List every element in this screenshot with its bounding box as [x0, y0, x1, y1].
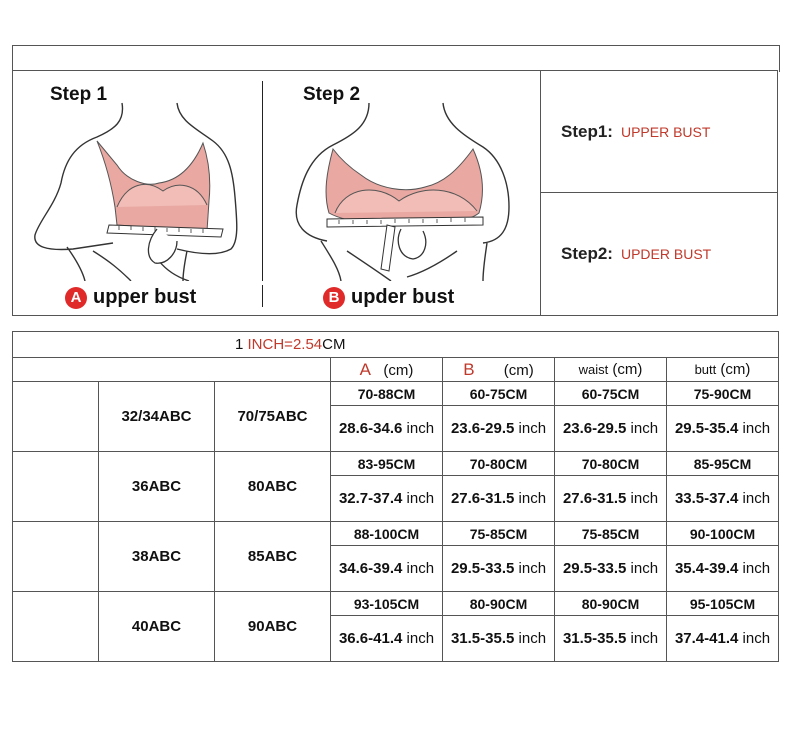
waist-inch-cell [555, 476, 667, 522]
conversion-highlight: INCH=2.54 [247, 336, 323, 353]
b-inch-value: 29.5-33.5 [450, 560, 515, 577]
header-butt-word: butt [694, 362, 717, 377]
steps-summary [540, 71, 778, 315]
waist-inch-cell [555, 406, 667, 452]
inch-unit: inch [630, 560, 659, 577]
inch-unit: inch [406, 420, 435, 437]
header-waist-word: waist [578, 362, 609, 377]
summary-step1 [541, 71, 778, 193]
header-b [443, 358, 555, 382]
waist-inch-value: 23.6-29.5 [562, 420, 627, 437]
butt-inch-cell [667, 476, 779, 522]
summary-step1-value: UPPER BUST [620, 123, 711, 140]
a-inch-value: 28.6-34.6 [338, 420, 403, 437]
b-inch-value: 23.6-29.5 [450, 420, 515, 437]
inch-unit: inch [406, 560, 435, 577]
summary-step2 [541, 193, 778, 315]
illustration-area [13, 71, 541, 315]
b-inch-value: 31.5-35.5 [450, 630, 515, 647]
butt-inch-cell [667, 546, 779, 592]
inch-unit: inch [630, 420, 659, 437]
header-waist [555, 358, 667, 382]
summary-step2-label: Step2: [561, 244, 613, 263]
inch-unit: inch [406, 630, 435, 647]
row-blank [13, 452, 99, 522]
a-inch-value: 32.7-37.4 [338, 490, 403, 507]
butt-inch-value: 29.5-35.4 [674, 420, 739, 437]
badge-a-icon: A [65, 287, 87, 309]
summary-step1-label: Step1: [561, 121, 613, 141]
band-cell: 70/75ABC [215, 382, 331, 452]
b-cm-cell: 75-85CM [443, 522, 555, 546]
inch-unit: inch [630, 630, 659, 647]
conversion-row [13, 332, 779, 358]
measurement-instructions-panel [12, 70, 778, 316]
inch-unit: inch [406, 490, 435, 507]
under-bust-illustration [287, 101, 519, 281]
b-cm-cell: 60-75CM [443, 382, 555, 406]
conversion-suffix: CM [322, 336, 346, 353]
butt-cm-cell: 75-90CM [667, 382, 779, 406]
inch-unit: inch [742, 560, 771, 577]
waist-inch-value: 31.5-35.5 [562, 630, 627, 647]
size-cell: 32/34ABC [99, 382, 215, 452]
a-inch-cell [331, 546, 443, 592]
header-butt [667, 358, 779, 382]
a-cm-cell: 70-88CM [331, 382, 443, 406]
band-cell: 90ABC [215, 592, 331, 662]
table-row [13, 382, 779, 406]
waist-cm-cell: 70-80CM [555, 452, 667, 476]
table-row [13, 522, 779, 546]
row-blank [13, 522, 99, 592]
caption-upper-bust [65, 286, 196, 309]
inch-unit: inch [518, 630, 547, 647]
caption-under-bust [323, 286, 454, 309]
header-b-letter: B [463, 359, 475, 379]
waist-cm-cell: 75-85CM [555, 522, 667, 546]
waist-cm-cell: 80-90CM [555, 592, 667, 616]
inch-unit: inch [742, 630, 771, 647]
band-cell: 85ABC [215, 522, 331, 592]
header-b-unit: (cm) [503, 361, 534, 379]
b-cm-cell: 70-80CM [443, 452, 555, 476]
butt-inch-cell [667, 616, 779, 662]
table-row [13, 592, 779, 616]
size-cell: 36ABC [99, 452, 215, 522]
a-inch-cell [331, 616, 443, 662]
caption-upper-bust-text: upper bust [93, 286, 197, 308]
conversion-note [13, 332, 779, 358]
a-inch-cell [331, 476, 443, 522]
header-row [13, 358, 779, 382]
header-a-unit: (cm) [383, 361, 414, 379]
butt-cm-cell: 90-100CM [667, 522, 779, 546]
waist-inch-value: 27.6-31.5 [562, 490, 627, 507]
header-butt-unit: (cm) [720, 361, 751, 378]
butt-inch-cell [667, 406, 779, 452]
waist-inch-value: 29.5-33.5 [562, 560, 627, 577]
a-inch-value: 36.6-41.4 [338, 630, 403, 647]
b-inch-cell [443, 616, 555, 662]
band-cell: 80ABC [215, 452, 331, 522]
a-cm-cell: 93-105CM [331, 592, 443, 616]
badge-b-icon: B [323, 287, 345, 309]
header-a-letter: A [359, 359, 371, 379]
b-inch-cell [443, 406, 555, 452]
inch-unit: inch [742, 490, 771, 507]
size-cell: 40ABC [99, 592, 215, 662]
table-row [13, 452, 779, 476]
step1-heading: Step 1 [50, 84, 108, 105]
illustration-divider [262, 81, 263, 281]
b-inch-cell [443, 476, 555, 522]
a-inch-cell [331, 406, 443, 452]
butt-inch-value: 33.5-37.4 [674, 490, 739, 507]
summary-step2-value: UPDER BUST [620, 246, 712, 262]
caption-divider [262, 285, 263, 307]
inch-unit: inch [630, 490, 659, 507]
inch-unit: inch [518, 490, 547, 507]
row-blank [13, 382, 99, 452]
step2-heading: Step 2 [303, 84, 361, 105]
waist-cm-cell: 60-75CM [555, 382, 667, 406]
butt-inch-value: 35.4-39.4 [674, 560, 739, 577]
butt-cm-cell: 85-95CM [667, 452, 779, 476]
size-chart-table [12, 331, 779, 662]
header-blank [13, 358, 331, 382]
b-cm-cell: 80-90CM [443, 592, 555, 616]
row-blank [13, 592, 99, 662]
butt-inch-value: 37.4-41.4 [674, 630, 739, 647]
a-cm-cell: 88-100CM [331, 522, 443, 546]
a-inch-value: 34.6-39.4 [338, 560, 403, 577]
butt-cm-cell: 95-105CM [667, 592, 779, 616]
top-header-bar [12, 45, 780, 72]
caption-under-bust-text: upder bust [351, 286, 455, 308]
b-inch-cell [443, 546, 555, 592]
inch-unit: inch [742, 420, 771, 437]
waist-inch-cell [555, 546, 667, 592]
waist-inch-cell [555, 616, 667, 662]
b-inch-value: 27.6-31.5 [450, 490, 515, 507]
inch-unit: inch [518, 560, 547, 577]
header-waist-unit: (cm) [612, 361, 643, 378]
size-cell: 38ABC [99, 522, 215, 592]
header-a [331, 358, 443, 382]
conversion-prefix: 1 [235, 336, 248, 353]
upper-bust-illustration [27, 101, 249, 281]
inch-unit: inch [518, 420, 547, 437]
a-cm-cell: 83-95CM [331, 452, 443, 476]
